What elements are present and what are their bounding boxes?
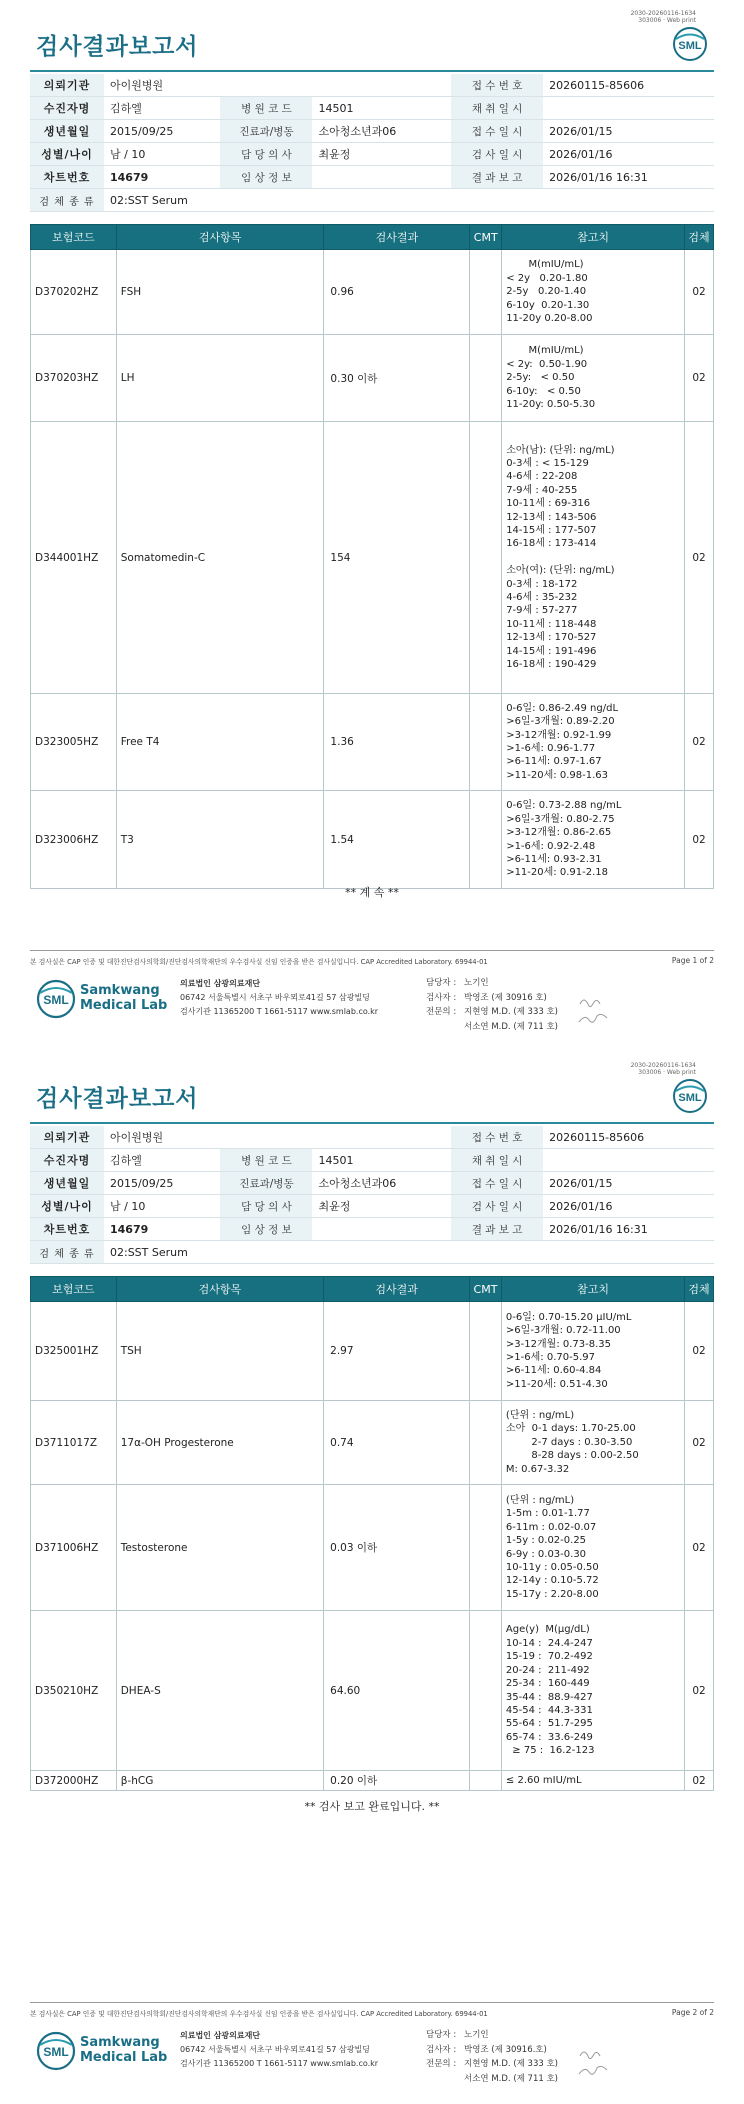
- header-divider: [30, 1122, 714, 1124]
- samkwang-logo-icon: [36, 2031, 76, 2071]
- row-specimen: 02: [685, 250, 714, 335]
- svg-text:SML: SML: [678, 40, 702, 52]
- row-cmt: [470, 1611, 502, 1771]
- row-item: Somatomedin-C: [116, 422, 324, 694]
- table-row: [31, 1485, 714, 1611]
- row-code: D372000HZ: [31, 1771, 117, 1791]
- chart-label: 차트번호: [30, 166, 104, 189]
- receipt-no-label: 접 수 번 호: [451, 1126, 543, 1149]
- dept-label: 진료과/병동: [220, 1172, 312, 1195]
- samkwang-logo: [36, 2027, 168, 2075]
- chart-label: 차트번호: [30, 1218, 104, 1241]
- collect-date-label: 채 취 일 시: [451, 1149, 543, 1172]
- receipt-date-value: 2026/01/15: [543, 1172, 714, 1195]
- row-item: 17α-OH Progesterone: [116, 1401, 323, 1485]
- sml-logo-icon: [672, 1078, 708, 1114]
- row-item: Free T4: [116, 694, 324, 791]
- row-item: DHEA-S: [116, 1611, 323, 1771]
- receipt-date-label: 접 수 일 시: [451, 1172, 543, 1195]
- patient-value: 김하엘: [104, 1149, 220, 1172]
- row-item: β-hCG: [116, 1771, 323, 1791]
- row-code: D325001HZ: [31, 1302, 117, 1401]
- sex-age-value: 남 / 10: [104, 1195, 220, 1218]
- dob-label: 생년월일: [30, 1172, 104, 1195]
- row-item: TSH: [116, 1302, 323, 1401]
- row-item: FSH: [116, 250, 324, 335]
- col-header-cmt: CMT: [470, 1277, 502, 1302]
- table-row: [31, 1771, 714, 1791]
- row-reference: 0-6일: 0.86-2.49 ng/dL >6일-3개월: 0.89-2.20 >3-12개월: 0.92-1.99 >1-6세: 0.96-1.77 >6-11세: 0.97-1.67 >11-20세: 0.98-1.63: [502, 694, 685, 791]
- chart-value: 14679: [104, 1218, 220, 1241]
- row-result: 1.36: [324, 694, 470, 791]
- footer-divider: [30, 950, 714, 951]
- specimen-value: 02:SST Serum: [104, 189, 714, 212]
- patient-label: 수진자명: [30, 1149, 104, 1172]
- row-result: 2.97: [324, 1302, 470, 1401]
- dob-value: 2015/09/25: [104, 120, 220, 143]
- row-specimen: 02: [685, 1485, 714, 1611]
- report-date-value: 2026/01/16 16:31: [543, 1218, 714, 1241]
- row-result: 154: [324, 422, 470, 694]
- dob-label: 생년월일: [30, 120, 104, 143]
- sex-age-label: 성별/나이: [30, 1195, 104, 1218]
- brand-name: Samkwang Medical Lab: [80, 983, 168, 1013]
- row-item: Testosterone: [116, 1485, 323, 1611]
- sex-age-label: 성별/나이: [30, 143, 104, 166]
- col-header-result: 검사결과: [324, 225, 470, 250]
- institution-value: 아이원병원: [104, 74, 451, 97]
- patient-info-table: [30, 74, 714, 212]
- row-reference: (단위 : ng/mL) 소아 0-1 days: 1.70-25.00 2-7 days : 0.30-3.50 8-28 days : 0.00-2.50 M: 0.67-3.32: [501, 1401, 684, 1485]
- dob-value: 2015/09/25: [104, 1172, 220, 1195]
- footer-divider: [30, 2002, 714, 2003]
- col-header-specimen: 검체: [685, 1277, 714, 1302]
- specimen-value: 02:SST Serum: [104, 1241, 714, 1264]
- chart-value: 14679: [104, 166, 220, 189]
- row-reference: 소아(남): (단위: ng/mL) 0-3세 : < 15-129 4-6세 : 22-208 7-9세 : 40-255 10-11세 : 69-316 12-13세 : 143-506 14-15세 : 177-507 16-18세 : 173-414 소아(여): (단위: ng/mL) 0-3세 : 18-172 4-6세 : 35-232 7-9세 : 57-277 10-11세 : 118-448 12-13세 : 170-527 14-15세 : 191-496 16-18세 : 190-429: [502, 422, 685, 694]
- row-reference: ≤ 2.60 mIU/mL: [501, 1771, 684, 1791]
- clinical-value: [312, 166, 451, 189]
- row-reference: 0-6일: 0.70-15.20 μIU/mL >6일-3개월: 0.72-11.00 >3-12개월: 0.73-8.35 >1-6세: 0.70-5.97 >6-11세: 0.60-4.84 >11-20세: 0.51-4.30: [501, 1302, 684, 1401]
- doctor-value: 최윤정: [312, 143, 451, 166]
- row-cmt: [470, 1771, 502, 1791]
- receipt-date-label: 접 수 일 시: [451, 120, 543, 143]
- receipt-no-value: 20260115-85606: [543, 74, 714, 97]
- collect-date-value: [543, 97, 714, 120]
- row-cmt: [470, 791, 502, 889]
- row-code: D323006HZ: [31, 791, 117, 889]
- svg-text:SML: SML: [678, 1092, 702, 1104]
- row-specimen: 02: [685, 791, 714, 889]
- clinical-label: 임 상 정 보: [220, 1218, 312, 1241]
- report-date-label: 결 과 보 고: [451, 166, 543, 189]
- row-specimen: 02: [685, 335, 714, 422]
- row-result: 0.96: [324, 250, 470, 335]
- table-row: [31, 1302, 714, 1401]
- dept-label: 진료과/병동: [220, 120, 312, 143]
- clinical-label: 임 상 정 보: [220, 166, 312, 189]
- collect-date-value: [543, 1149, 714, 1172]
- accreditation-note: 본 검사실은 CAP 인증 및 대한진단검사의학회/진단검사의학재단의 우수검사실 신임 인증을 받은 검사실입니다. CAP Accredited Laboratory. 69944-01: [30, 958, 488, 966]
- org-info: 의료법인 삼광의료재단 06742 서울특별시 서초구 바우뫼로41길 57 삼광빌딩 검사기관 11365200 T 1661-5117 www.smlab.co.kr: [180, 2031, 379, 2068]
- row-specimen: 02: [685, 1771, 714, 1791]
- row-result: 64.60: [324, 1611, 470, 1771]
- col-header-code: 보험코드: [31, 1277, 117, 1302]
- page-number: Page 1 of 2: [671, 956, 714, 965]
- dept-value: 소아청소년과06: [312, 120, 451, 143]
- hospital-code-label: 병 원 코 드: [220, 97, 312, 120]
- col-header-cmt: CMT: [470, 225, 502, 250]
- results-table: [30, 1276, 714, 1791]
- sml-logo-icon: [672, 26, 708, 62]
- test-date-label: 검 사 일 시: [451, 143, 543, 166]
- row-reference: M(mIU/mL) < 2y: 0.50-1.90 2-5y: < 0.50 6-10y: < 0.50 11-20y: 0.50-5.30: [502, 335, 685, 422]
- report-date-value: 2026/01/16 16:31: [543, 166, 714, 189]
- hospital-code-value: 14501: [312, 1149, 451, 1172]
- end-note: ** 검사 보고 완료입니다. **: [304, 1800, 440, 1813]
- doctor-label: 담 당 의 사: [220, 143, 312, 166]
- page-title: 검사결과보고서: [36, 1086, 199, 1112]
- row-reference: 0-6일: 0.73-2.88 ng/mL >6일-3개월: 0.80-2.75 >3-12개월: 0.86-2.65 >1-6세: 0.92-2.48 >6-11세: 0.93-2.31 >11-20세: 0.91-2.18: [502, 791, 685, 889]
- org-info: 의료법인 삼광의료재단 06742 서울특별시 서초구 바우뫼로41길 57 삼광빌딩 검사기관 11365200 T 1661-5117 www.smlab.co.kr: [180, 979, 379, 1016]
- row-specimen: 02: [685, 1401, 714, 1485]
- row-cmt: [470, 1302, 502, 1401]
- institution-label: 의뢰기관: [30, 74, 104, 97]
- row-result: 0.74: [324, 1401, 470, 1485]
- signature-icon: [575, 990, 615, 1030]
- samkwang-logo-icon: [36, 979, 76, 1019]
- signers: 담당자 : 노기인 검사자 : 박영조 (제 30916 호) 전문의 : 지현영 M.D. (제 333 호) 서소연 M.D. (제 711 호): [426, 978, 559, 1032]
- patient-info-table: [30, 1126, 714, 1264]
- col-header-ref: 참고치: [502, 225, 685, 250]
- specimen-label: 검 체 종 류: [30, 189, 104, 212]
- row-specimen: 02: [685, 1611, 714, 1771]
- row-cmt: [470, 1401, 502, 1485]
- continue-note: ** 계 속 **: [345, 886, 399, 899]
- row-item: T3: [116, 791, 324, 889]
- row-item: LH: [116, 335, 324, 422]
- receipt-no-label: 접 수 번 호: [451, 74, 543, 97]
- svg-text:SML: SML: [43, 2045, 69, 2059]
- row-reference: (단위 : ng/mL) 1-5m : 0.01-1.77 6-11m : 0.02-0.07 1-5y : 0.02-0.25 6-9y : 0.03-0.30 10-11y : 0.05-0.50 12-14y : 0.10-5.72 15-17y : 2.20-8.00: [501, 1485, 684, 1611]
- receipt-no-value: 20260115-85606: [543, 1126, 714, 1149]
- clinical-value: [312, 1218, 451, 1241]
- row-cmt: [470, 335, 502, 422]
- table-row: [31, 1401, 714, 1485]
- row-result: 1.54: [324, 791, 470, 889]
- header-divider: [30, 70, 714, 72]
- col-header-ref: 참고치: [501, 1277, 684, 1302]
- patient-value: 김하엘: [104, 97, 220, 120]
- row-result: 0.03 이하: [324, 1485, 470, 1611]
- row-reference: Age(y) M(μg/dL) 10-14 : 24.4-247 15-19 : 70.2-492 20-24 : 211-492 25-34 : 160-449 35-44 : 88.9-427 45-54 : 44.3-331 55-64 : 51.7-295 65-74 : 33.6-249 ≥ 75 : 16.2-123: [501, 1611, 684, 1771]
- svg-text:SML: SML: [43, 993, 69, 1007]
- test-date-value: 2026/01/16: [543, 143, 714, 166]
- receipt-date-value: 2026/01/15: [543, 120, 714, 143]
- row-result: 0.30 이하: [324, 335, 470, 422]
- row-specimen: 02: [685, 422, 714, 694]
- row-specimen: 02: [685, 1302, 714, 1401]
- institution-label: 의뢰기관: [30, 1126, 104, 1149]
- print-stamp: 2030-20260116-1634 303006 · Web print: [630, 10, 696, 24]
- row-cmt: [470, 694, 502, 791]
- row-code: D350210HZ: [31, 1611, 117, 1771]
- col-header-code: 보험코드: [31, 225, 117, 250]
- institution-value: 아이원병원: [104, 1126, 451, 1149]
- col-header-specimen: 검체: [685, 225, 714, 250]
- row-cmt: [470, 250, 502, 335]
- page-title: 검사결과보고서: [36, 34, 199, 60]
- report-date-label: 결 과 보 고: [451, 1218, 543, 1241]
- row-cmt: [470, 422, 502, 694]
- row-result: 0.20 이하: [324, 1771, 470, 1791]
- col-header-item: 검사항목: [116, 225, 324, 250]
- table-row: [31, 422, 714, 694]
- test-date-label: 검 사 일 시: [451, 1195, 543, 1218]
- signature-icon: [575, 2042, 615, 2082]
- report-page-2: [0, 1052, 744, 2104]
- doctor-value: 최윤정: [312, 1195, 451, 1218]
- patient-label: 수진자명: [30, 97, 104, 120]
- row-specimen: 02: [685, 694, 714, 791]
- print-stamp: 2030-20260116-1634 303006 · Web print: [630, 1062, 696, 1076]
- row-code: D323005HZ: [31, 694, 117, 791]
- table-row: [31, 335, 714, 422]
- signers: 담당자 : 노기인 검사자 : 박영조 (제 30916.호) 전문의 : 지현영 M.D. (제 333 호) 서소연 M.D. (제 711 호): [426, 2030, 559, 2084]
- results-table: [30, 224, 714, 889]
- row-cmt: [470, 1485, 502, 1611]
- row-code: D370203HZ: [31, 335, 117, 422]
- dept-value: 소아청소년과06: [312, 1172, 451, 1195]
- doctor-label: 담 당 의 사: [220, 1195, 312, 1218]
- table-row: [31, 250, 714, 335]
- table-row: [31, 694, 714, 791]
- table-row: [31, 791, 714, 889]
- sex-age-value: 남 / 10: [104, 143, 220, 166]
- row-reference: M(mIU/mL) < 2y 0.20-1.80 2-5y 0.20-1.40 6-10y 0.20-1.30 11-20y 0.20-8.00: [502, 250, 685, 335]
- test-date-value: 2026/01/16: [543, 1195, 714, 1218]
- row-code: D344001HZ: [31, 422, 117, 694]
- page-number: Page 2 of 2: [671, 2008, 714, 2017]
- collect-date-label: 채 취 일 시: [451, 97, 543, 120]
- specimen-label: 검 체 종 류: [30, 1241, 104, 1264]
- hospital-code-value: 14501: [312, 97, 451, 120]
- samkwang-logo: [36, 975, 168, 1023]
- row-code: D3711017Z: [31, 1401, 117, 1485]
- accreditation-note: 본 검사실은 CAP 인증 및 대한진단검사의학회/진단검사의학재단의 우수검사실 신임 인증을 받은 검사실입니다. CAP Accredited Laboratory. 69944-01: [30, 2010, 488, 2018]
- row-code: D370202HZ: [31, 250, 117, 335]
- table-row: [31, 1611, 714, 1771]
- col-header-result: 검사결과: [324, 1277, 470, 1302]
- brand-name: Samkwang Medical Lab: [80, 2035, 168, 2065]
- hospital-code-label: 병 원 코 드: [220, 1149, 312, 1172]
- col-header-item: 검사항목: [116, 1277, 323, 1302]
- row-code: D371006HZ: [31, 1485, 117, 1611]
